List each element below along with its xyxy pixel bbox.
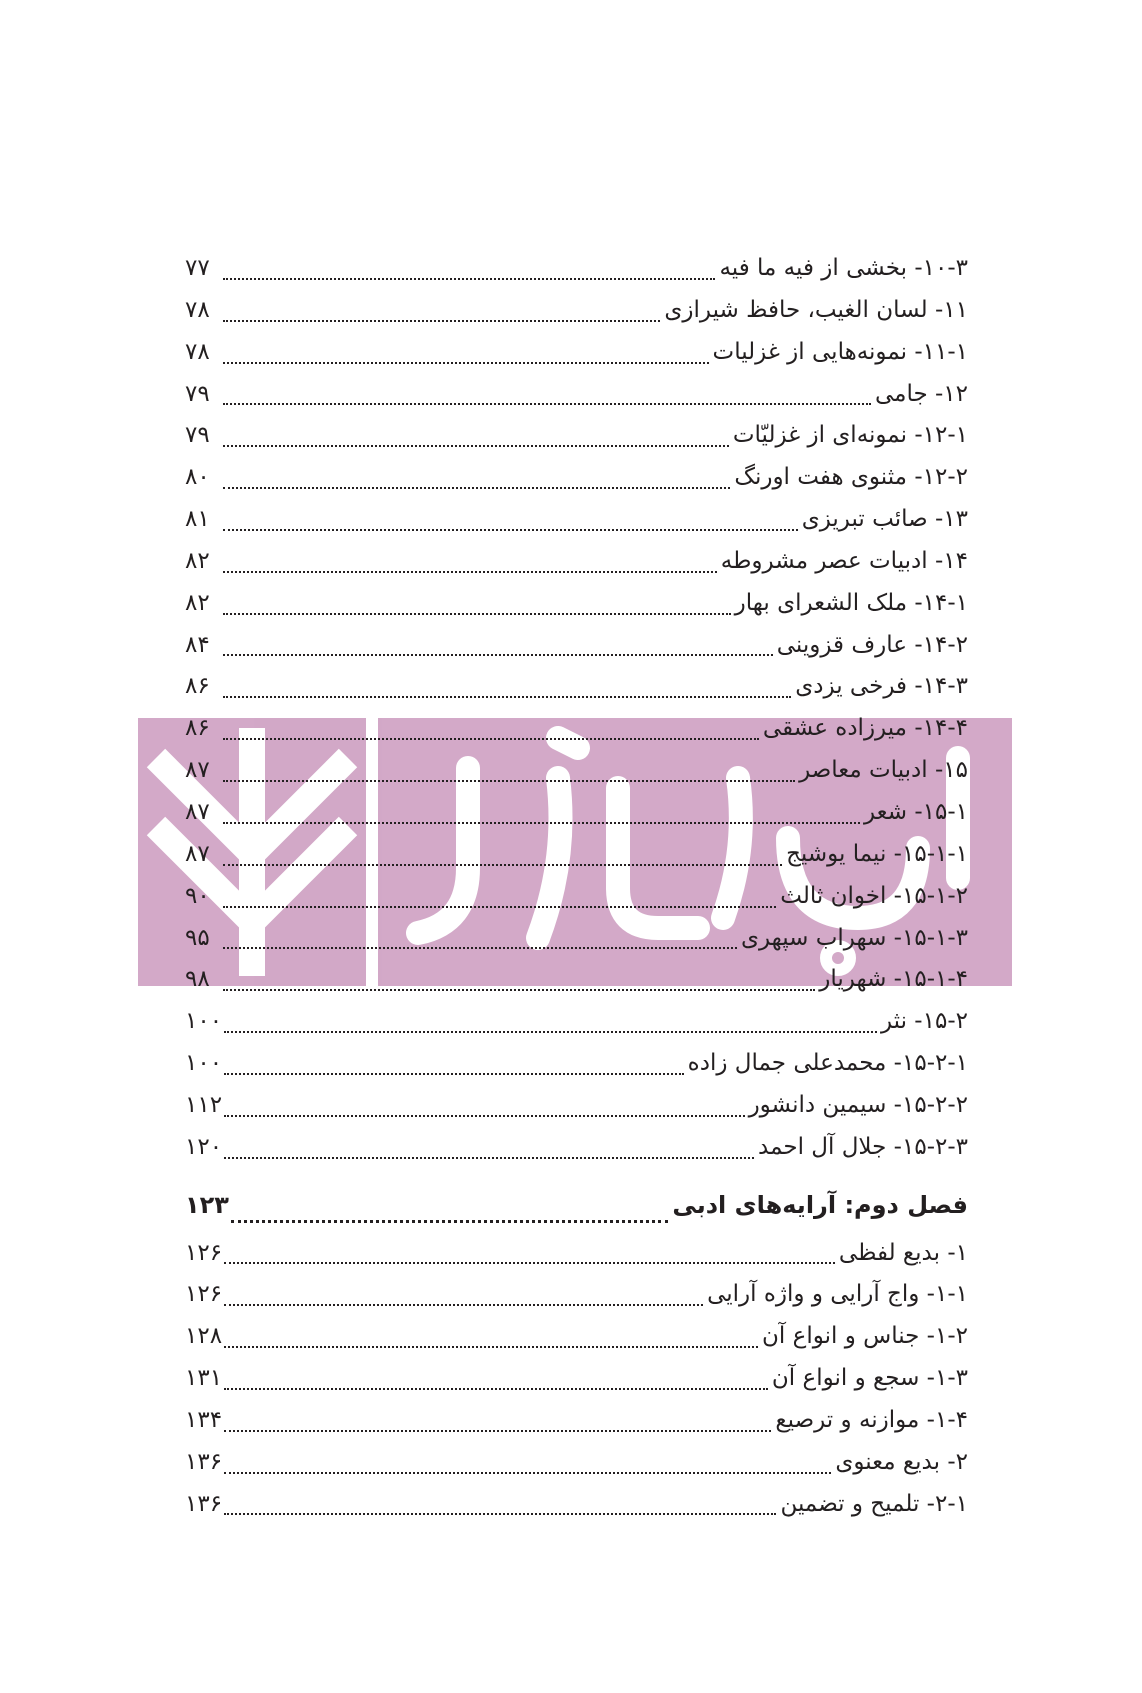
toc-entry-page: ۷۹ (185, 422, 210, 449)
toc-entry[interactable] (185, 1442, 968, 1484)
dot-leader (223, 362, 709, 364)
dot-leader (223, 654, 773, 656)
toc-entry-title: ۱-۱- واج آرایی و واژه آرایی (707, 1281, 968, 1308)
toc-entry-title: ۱۵-۲-۲- سیمین دانشور (748, 1091, 968, 1118)
toc-entry-title: ۱۵-۱-۲- اخوان ثالث (780, 882, 968, 909)
dot-leader (224, 1031, 877, 1033)
toc-entry-title: ۱۱- لسان الغیب، حافظ شیرازی (664, 296, 968, 323)
toc-entry-page: ۱۲۸ (185, 1323, 223, 1350)
toc-entry[interactable] (185, 918, 968, 960)
dot-leader (223, 696, 791, 698)
toc-entry-page: ۱۲۶ (185, 1239, 223, 1266)
dot-leader (223, 487, 730, 489)
dot-leader (223, 989, 815, 991)
dot-leader (224, 1115, 745, 1117)
toc-entry[interactable] (185, 1358, 968, 1400)
toc-entry-title: ۱۲-۲- مثنوی هفت اورنگ (734, 464, 968, 491)
toc-entry[interactable] (185, 708, 968, 750)
toc-entry[interactable] (185, 876, 968, 918)
toc-entry[interactable] (185, 1127, 968, 1169)
dot-leader (223, 571, 717, 573)
toc-entry-title: ۱۵-۱-۳- سهراب سپهری (740, 924, 968, 951)
toc-entry-page: ۸۶ (185, 715, 210, 742)
toc-entry[interactable] (185, 792, 968, 834)
dot-leader (224, 1430, 771, 1432)
toc-entry[interactable] (185, 834, 968, 876)
toc-entry-page: ۸۱ (185, 506, 210, 533)
toc-entry-title: ۲- بدیع معنوی (835, 1448, 968, 1475)
dot-leader (231, 1220, 668, 1223)
toc-entry-page: ۸۷ (185, 840, 210, 867)
toc-entry-page: ۱۲۰ (185, 1133, 223, 1160)
toc-entry-page: ۸۴ (185, 631, 210, 658)
toc-entry-page: ۸۲ (185, 589, 210, 616)
toc-entry-title: ۱۵-۱-۴- شهریار (819, 966, 968, 993)
toc-entry-title: ۱-۴- موازنه و ترصیع (775, 1406, 968, 1433)
dot-leader (224, 1157, 754, 1159)
dot-leader (223, 278, 715, 280)
dot-leader (224, 1513, 776, 1515)
toc-entry[interactable] (185, 1484, 968, 1526)
dot-leader (224, 1472, 831, 1474)
toc-entry[interactable] (185, 1400, 968, 1442)
toc-entry-title: ۱۴- ادبیات عصر مشروطه (720, 547, 968, 574)
toc-entry-title: ۲-۱- تلمیح و تضمین (780, 1490, 968, 1517)
dot-leader (223, 906, 776, 908)
toc-entry-page: ۷۸ (185, 296, 210, 323)
toc-entry-page: ۱۳۶ (185, 1448, 223, 1475)
toc-entry[interactable] (185, 248, 968, 290)
chapter-page: ۱۲۳ (185, 1190, 229, 1219)
toc-entry-title: ۱۴-۳- فرخی یزدی (795, 673, 968, 700)
toc-entry-title: ۱۴-۴- میرزاده عشقی (762, 715, 968, 742)
dot-leader (223, 738, 759, 740)
dot-leader (224, 1388, 768, 1390)
toc-entry-page: ۸۷ (185, 798, 210, 825)
dot-leader (224, 1346, 758, 1348)
toc-entry-title: ۱۲-۱- نمونه‌ای از غزلیّات (732, 422, 968, 449)
dot-leader (223, 780, 795, 782)
toc-entry[interactable] (185, 290, 968, 332)
toc-entry-page: ۱۳۱ (185, 1365, 223, 1392)
toc-entry-page: ۱۱۲ (185, 1091, 223, 1118)
toc-entry-title: ۱۳- صائب تبریزی (801, 506, 968, 533)
table-of-contents (185, 248, 968, 1525)
toc-entry-title: ۱۰-۳- بخشی از فیه ما فیه (719, 255, 968, 281)
chapter-title: فصل دوم: آرایه‌های ادبی (672, 1190, 968, 1219)
toc-entry-page: ۸۰ (185, 464, 210, 491)
toc-entry-title: ۱- بدیع لفظی (838, 1239, 968, 1266)
toc-entry-page: ۷۹ (185, 380, 210, 407)
toc-entry[interactable] (185, 959, 968, 1001)
toc-entry[interactable] (185, 1233, 968, 1275)
toc-entry[interactable] (185, 583, 968, 625)
toc-entry[interactable] (185, 1001, 968, 1043)
dot-leader (223, 403, 871, 405)
dot-leader (224, 1304, 703, 1306)
toc-entry[interactable] (185, 332, 968, 374)
dot-leader (223, 864, 782, 866)
toc-entry-title: ۱-۲- جناس و انواع آن (762, 1323, 968, 1350)
toc-entry-page: ۸۷ (185, 757, 210, 784)
toc-entry[interactable] (185, 374, 968, 416)
toc-chapter-heading[interactable] (185, 1177, 968, 1233)
toc-entry-page: ۸۶ (185, 673, 210, 700)
toc-entry-title: ۱۱-۱- نمونه‌هایی از غزلیات (712, 338, 968, 365)
toc-entry-title: ۱۵-۱- شعر (863, 798, 968, 825)
toc-entry[interactable] (185, 541, 968, 583)
toc-entry-page: ۷۷ (185, 255, 210, 281)
toc-entry[interactable] (185, 499, 968, 541)
toc-entry-title: ۱۴-۱- ملک الشعرای بهار (734, 589, 968, 616)
toc-entry-page: ۹۰ (185, 882, 210, 909)
toc-entry-page: ۱۳۶ (185, 1490, 223, 1517)
toc-entry[interactable] (185, 1043, 968, 1085)
dot-leader (223, 822, 860, 824)
toc-entry-title: ۱۵- ادبیات معاصر (799, 757, 968, 784)
dot-leader (223, 947, 737, 949)
dot-leader (223, 320, 660, 322)
toc-entry-title: ۱۵-۲- نثر (880, 1008, 968, 1035)
toc-entry[interactable] (185, 457, 968, 499)
toc-entry-page: ۷۸ (185, 338, 210, 365)
dot-leader (223, 613, 731, 615)
toc-entry[interactable] (185, 750, 968, 792)
toc-entry-page: ۸۲ (185, 547, 210, 574)
toc-entry-title: ۱۵-۲-۱- محمدعلی جمال زاده (687, 1050, 968, 1077)
toc-entry-page: ۹۵ (185, 924, 210, 951)
dot-leader (224, 1262, 835, 1264)
dot-leader (224, 1073, 684, 1075)
toc-entry[interactable] (185, 1316, 968, 1358)
dot-leader (223, 529, 798, 531)
toc-entry-title: ۱۵-۱-۱- نیما یوشیج (786, 840, 968, 867)
toc-entry-title: ۱۲- جامی (874, 380, 968, 407)
toc-entry-title: ۱۵-۲-۳- جلال آل احمد (758, 1133, 968, 1160)
dot-leader (223, 445, 729, 447)
toc-entry[interactable] (185, 1274, 968, 1316)
toc-entry-page: ۱۰۰ (185, 1050, 223, 1077)
toc-entry-page: ۱۰۰ (185, 1008, 223, 1035)
toc-entry-page: ۱۳۴ (185, 1406, 223, 1433)
toc-entry-title: ۱۴-۲- عارف قزوینی (776, 631, 968, 658)
toc-entry-title: ۱-۳- سجع و انواع آن (771, 1365, 968, 1392)
toc-entry[interactable] (185, 666, 968, 708)
toc-entry-page: ۱۲۶ (185, 1281, 223, 1308)
toc-entry[interactable] (185, 415, 968, 457)
toc-entry[interactable] (185, 625, 968, 667)
toc-entry-page: ۹۸ (185, 966, 210, 993)
toc-entry[interactable] (185, 1085, 968, 1127)
